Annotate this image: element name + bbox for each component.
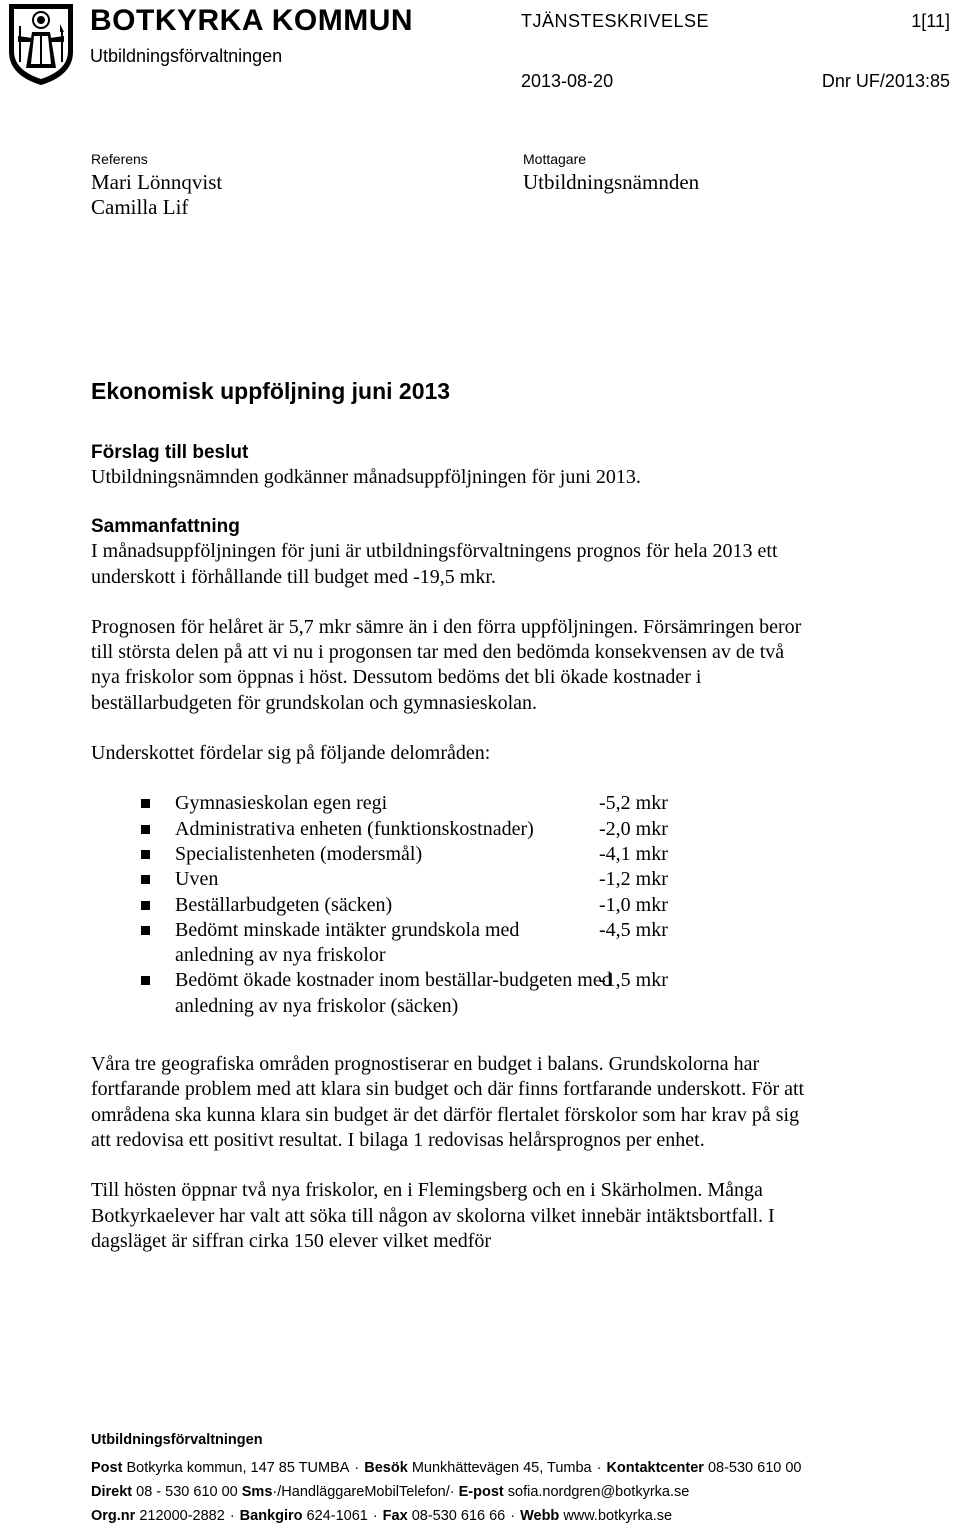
list-item bbox=[175, 968, 735, 1019]
footer-email-value: sofia.nordgren@botkyrka.se bbox=[507, 1484, 690, 1500]
list-item bbox=[175, 842, 735, 867]
footer-visit-label: Besök bbox=[364, 1460, 408, 1476]
bullet-icon bbox=[141, 850, 150, 859]
org-department: Utbildningsförvaltningen bbox=[90, 46, 283, 66]
document-body bbox=[91, 377, 806, 1254]
summary-paragraph: Underskottet fördelar sig på följande delområden: bbox=[91, 742, 491, 765]
list-item bbox=[175, 918, 735, 969]
summary-paragraph: Prognosen för helåret är 5,7 mkr sämre än i den förra uppföljningen. Försämringen beror till största delen på att vi nu i progonsen tar med den bedömda konsekvensen av de två nya friskolor som öppnas i höst. Dessutom bedöms det bli ökade kostnader i beställarbudgeten för grundskolan och gymnasieskolan. bbox=[91, 615, 802, 714]
footer-bankgiro-label: Bankgiro bbox=[239, 1508, 303, 1524]
reference-name: Camilla Lif bbox=[91, 195, 189, 219]
document-title: Ekonomisk uppföljning juni 2013 bbox=[91, 378, 451, 404]
deficit-label: Gymnasieskolan egen regi bbox=[175, 792, 388, 815]
footer-fax-label: Fax bbox=[382, 1508, 408, 1524]
municipal-crest-logo bbox=[6, 2, 76, 86]
body-paragraph: Till hösten öppnar två nya friskolor, en i Flemingsberg och en i Skärholmen. Många Botkyrkaelever har valt att söka till någon av skolorna vilket innebär intäktsbortfall. I dagsläget är siffran cirka 150 elever vilket medför bbox=[91, 1179, 775, 1252]
footer-direct-value: 08 - 530 610 00 bbox=[136, 1484, 238, 1500]
deficit-value: -5,2 mkr bbox=[599, 792, 668, 815]
deficit-label: Beställarbudgeten (säcken) bbox=[175, 893, 393, 916]
footer-line-2: Direkt 08 - 530 610 00 Sms·/HandläggareMobilTelefon/· E-post sofia.nordgren@botkyrka.se bbox=[91, 1484, 690, 1500]
deficit-value: -1,2 mkr bbox=[599, 868, 668, 891]
footer-web-value: www.botkyrka.se bbox=[563, 1508, 673, 1524]
footer-line-3: Org.nr 212000-2882 · Bankgiro 624-1061 · Fax 08-530 616 66 · Webb www.botkyrka.se bbox=[91, 1508, 673, 1524]
list-item bbox=[175, 893, 735, 918]
bullet-icon bbox=[141, 799, 150, 808]
proposal-text: Utbildningsnämnden godkänner månadsuppföljningen för juni 2013. bbox=[91, 466, 641, 488]
deficit-value: -2,0 mkr bbox=[599, 817, 668, 840]
footer-sms-label: Sms bbox=[241, 1484, 273, 1500]
footer-sms-value: /HandläggareMobilTelefon/ bbox=[277, 1484, 450, 1500]
footer-contact-value: 08-530 610 00 bbox=[707, 1460, 802, 1476]
footer-orgnr-value: 212000-2882 bbox=[139, 1508, 225, 1524]
reference-names bbox=[91, 170, 222, 220]
footer-contact-label: Kontaktcenter bbox=[606, 1460, 704, 1476]
list-item bbox=[175, 867, 735, 892]
reference-label: Referens bbox=[91, 151, 148, 167]
footer-line-1: Post Botkyrka kommun, 147 85 TUMBA · Besök Munkhättevägen 45, Tumba · Kontaktcenter 08-530 610 00 bbox=[91, 1460, 802, 1476]
footer-email-label: E-post bbox=[458, 1484, 504, 1500]
bullet-icon bbox=[141, 926, 150, 935]
summary-paragraph: I månadsuppföljningen för juni är utbildningsförvaltningens prognos för hela 2013 ett underskott i förhållande till budget med -19,5 mkr. bbox=[91, 540, 778, 588]
footer-orgnr-label: Org.nr bbox=[91, 1508, 136, 1524]
deficit-value: -4,5 mkr bbox=[599, 918, 668, 941]
footer bbox=[91, 1428, 802, 1528]
summary-heading: Sammanfattning bbox=[91, 516, 240, 538]
footer-direct-label: Direkt bbox=[91, 1484, 133, 1500]
list-item bbox=[175, 817, 735, 842]
reference-name: Mari Lönnqvist bbox=[91, 170, 223, 194]
page-number: 1[11] bbox=[911, 11, 950, 31]
footer-visit-value: Munkhättevägen 45, Tumba bbox=[411, 1460, 592, 1476]
deficit-value: -4,1 mkr bbox=[599, 842, 668, 865]
footer-post-value: Botkyrka kommun, 147 85 TUMBA bbox=[126, 1460, 350, 1476]
bullet-icon bbox=[141, 875, 150, 884]
deficit-list bbox=[175, 791, 735, 1019]
recipient-name: Utbildningsnämnden bbox=[523, 170, 700, 194]
recipient-label: Mottagare bbox=[523, 151, 587, 167]
footer-web-label: Webb bbox=[520, 1508, 560, 1524]
footer-bankgiro-value: 624-1061 bbox=[306, 1508, 368, 1524]
deficit-value: -1,0 mkr bbox=[599, 893, 668, 916]
footer-post-label: Post bbox=[91, 1460, 123, 1476]
document-date: 2013-08-20 bbox=[521, 71, 614, 91]
org-name: BOTKYRKA KOMMUN bbox=[90, 4, 414, 37]
list-item bbox=[175, 791, 735, 816]
deficit-label: Bedömt minskade intäkter grundskola med anledning av nya friskolor bbox=[175, 918, 520, 967]
bullet-icon bbox=[141, 976, 150, 985]
footer-fax-value: 08-530 616 66 bbox=[411, 1508, 506, 1524]
deficit-value: -1,5 mkr bbox=[599, 969, 668, 992]
document-dnr: Dnr UF/2013:85 bbox=[821, 71, 950, 91]
deficit-label: Bedömt ökade kostnader inom beställar-budgeten med anledning av nya friskolor (säcken) bbox=[175, 969, 612, 1017]
bullet-icon bbox=[141, 825, 150, 834]
deficit-label: Administrativa enheten (funktionskostnader) bbox=[175, 817, 534, 840]
bullet-icon bbox=[141, 901, 150, 910]
deficit-label: Specialistenheten (modersmål) bbox=[175, 842, 423, 865]
body-paragraph: Våra tre geografiska områden prognostiserar en budget i balans. Grundskolorna har fortfarande problem med att klara sin budget och där finns fortfarande underskott. För att områdena ska kunna klara sin budget är det därför flertalet förskolor som har krav på sig att redovisa ett positivt resultat. I bilaga 1 redovisas helårsprognos per enhet. bbox=[91, 1053, 805, 1151]
proposal-heading: Förslag till beslut bbox=[91, 442, 249, 463]
deficit-label: Uven bbox=[175, 868, 219, 891]
document-type: TJÄNSTESKRIVELSE bbox=[521, 11, 710, 31]
footer-department: Utbildningsförvaltningen bbox=[91, 1432, 263, 1448]
